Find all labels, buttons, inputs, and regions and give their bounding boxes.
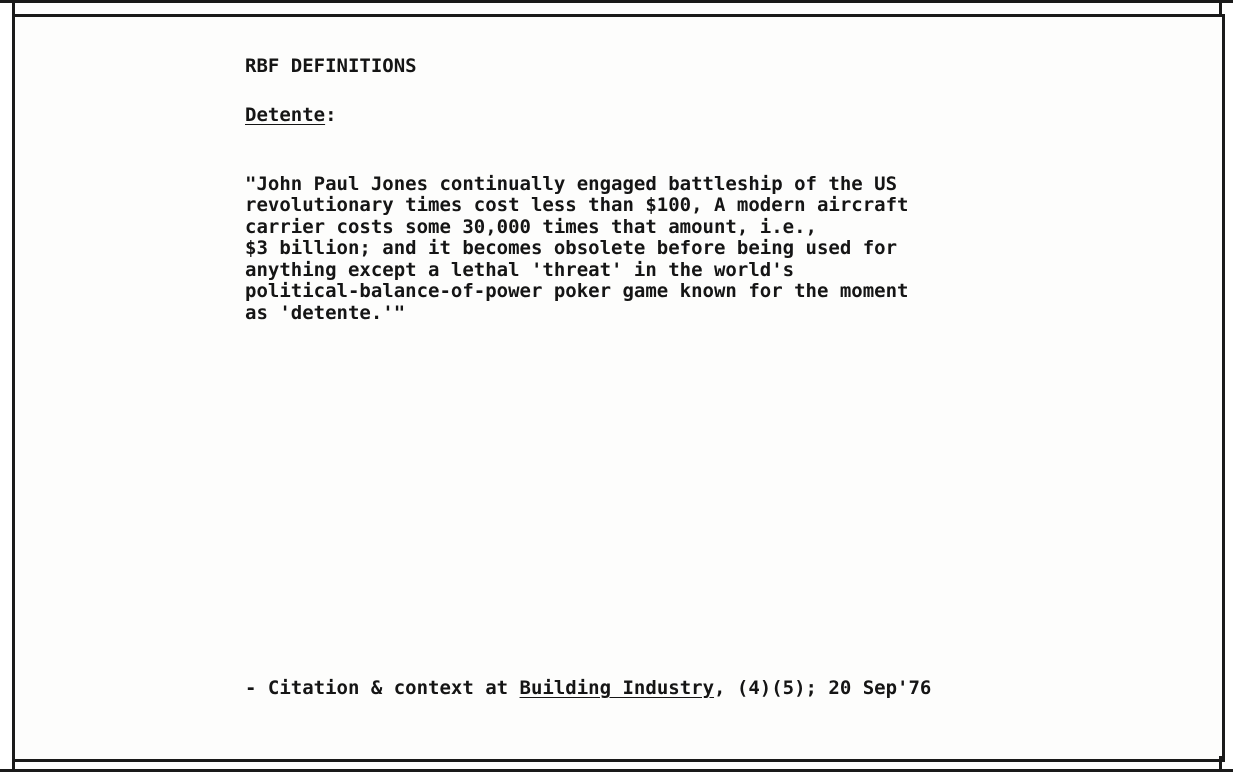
citation-line xyxy=(245,677,931,699)
quote-line: political-balance-of-power poker game known for the moment xyxy=(245,280,909,302)
citation-suffix: , (4)(5); 20 Sep'76 xyxy=(714,677,932,699)
term-colon: : xyxy=(325,104,337,126)
right-border-stub xyxy=(1219,0,1222,14)
quote-line: revolutionary times cost less than $100, A modern aircraft xyxy=(245,194,909,216)
citation-source: Building Industry xyxy=(519,677,715,699)
quote-line: "John Paul Jones continually engaged battleship of the US xyxy=(245,172,898,195)
top-border-line xyxy=(0,0,1233,3)
term-word: Detente xyxy=(245,104,326,126)
quote-line: $3 billion; and it becomes obsolete before being used for xyxy=(245,237,898,259)
citation-prefix: - Citation & context at xyxy=(245,677,520,699)
quote-line: as 'detente.'" xyxy=(245,301,406,324)
definition-card xyxy=(12,14,1225,762)
quote-line: anything except a lethal 'threat' in the world's xyxy=(245,258,795,281)
bottom-border-line xyxy=(0,769,1233,772)
card-heading: RBF DEFINITIONS xyxy=(245,55,417,77)
definition-quote xyxy=(245,152,1145,346)
term-label xyxy=(245,104,337,126)
left-border-stub xyxy=(12,0,15,14)
quote-line: carrier costs some 30,000 times that amount, i.e., xyxy=(245,215,817,238)
